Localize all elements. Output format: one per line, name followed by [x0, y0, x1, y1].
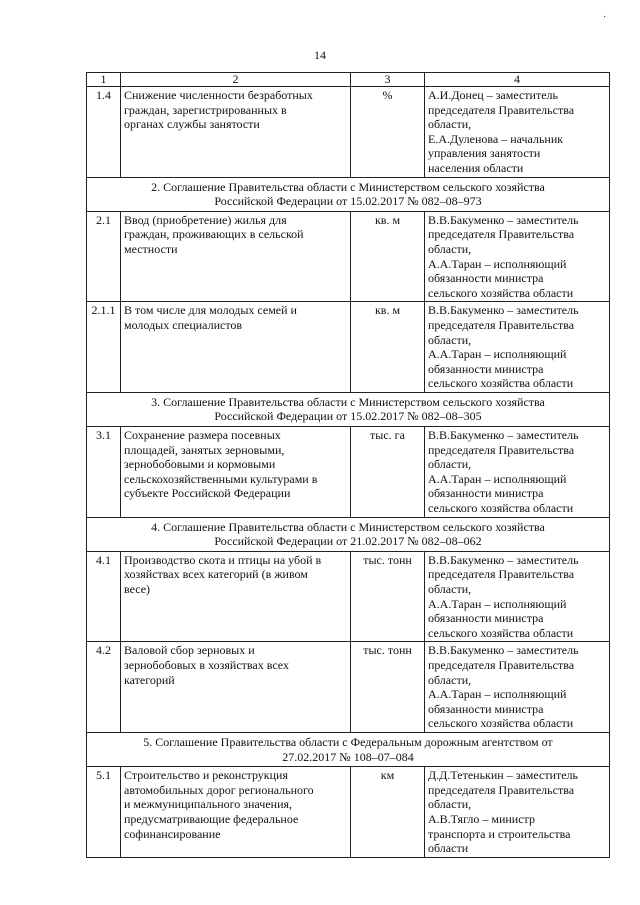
row-number: 4.2	[87, 642, 121, 733]
table-row	[87, 551, 610, 642]
indicator-name: Ввод (приобретение) жилья для граждан, проживающих в сельской местности	[121, 211, 351, 302]
unit-cell: %	[351, 87, 425, 178]
unit-cell: тыс. тонн	[351, 642, 425, 733]
table-row	[87, 427, 610, 518]
responsible-cell: В.В.Бакуменко – заместитель председателя Правительства области, А.А.Таран – исполняющий обязанности министра сельского хозяйства области	[425, 427, 610, 518]
table-row	[87, 211, 610, 302]
header-cell: 4	[425, 73, 610, 87]
section-heading: 4. Соглашение Правительства области с Министерством сельского хозяйства Российской Федерации от 21.02.2017 № 082–08–062	[87, 517, 610, 551]
row-number: 3.1	[87, 427, 121, 518]
indicator-name: Производство скота и птицы на убой в хозяйствах всех категорий (в живом весе)	[121, 551, 351, 642]
section-row	[87, 392, 610, 426]
page-number: 14	[314, 48, 326, 62]
responsible-cell: В.В.Бакуменко – заместитель председателя Правительства области, А.А.Таран – исполняющий обязанности министра сельского хозяйства области	[425, 551, 610, 642]
unit-cell: кв. м	[351, 211, 425, 302]
indicator-name: Строительство и реконструкция автомобильных дорог регионального и межмуниципального значения, предусматривающие федеральное софинансирование	[121, 767, 351, 858]
section-row	[87, 517, 610, 551]
header-cell: 3	[351, 73, 425, 87]
indicator-name: В том числе для молодых семей и молодых специалистов	[121, 302, 351, 393]
header-cell: 2	[121, 73, 351, 87]
section-heading: 5. Соглашение Правительства области с Федеральным дорожным агентством от 27.02.2017 № 108–07–084	[87, 732, 610, 766]
section-heading: 3. Соглашение Правительства области с Министерством сельского хозяйства Российской Федерации от 15.02.2017 № 082–08–305	[87, 392, 610, 426]
responsible-cell: В.В.Бакуменко – заместитель председателя Правительства области, А.А.Таран – исполняющий обязанности министра сельского хозяйства области	[425, 211, 610, 302]
unit-cell: кв. м	[351, 302, 425, 393]
table-header-row	[87, 73, 610, 87]
responsible-cell: А.И.Донец – заместитель председателя Правительства области, Е.А.Дуленова – начальник управления занятости населения области	[425, 87, 610, 178]
table-row	[87, 642, 610, 733]
section-row	[87, 177, 610, 211]
row-number: 2.1	[87, 211, 121, 302]
table-row	[87, 302, 610, 393]
row-number: 2.1.1	[87, 302, 121, 393]
table-row	[87, 767, 610, 858]
unit-cell: км	[351, 767, 425, 858]
responsible-cell: В.В.Бакуменко – заместитель председателя Правительства области, А.А.Таран – исполняющий обязанности министра сельского хозяйства области	[425, 302, 610, 393]
header-cell: 1	[87, 73, 121, 87]
unit-cell: тыс. га	[351, 427, 425, 518]
indicator-name: Валовой сбор зерновых и зернобобовых в хозяйствах всех категорий	[121, 642, 351, 733]
row-number: 1.4	[87, 87, 121, 178]
responsible-cell: В.В.Бакуменко – заместитель председателя Правительства области, А.А.Таран – исполняющий обязанности министра сельского хозяйства области	[425, 642, 610, 733]
unit-cell: тыс. тонн	[351, 551, 425, 642]
indicator-name: Снижение численности безработных граждан, зарегистрированных в органах службы занятости	[121, 87, 351, 178]
scan-speck: ·	[603, 12, 607, 23]
table-row	[87, 87, 610, 178]
responsible-cell: Д.Д.Тетенькин – заместитель председателя Правительства области, А.В.Тягло – министр транспорта и строительства области	[425, 767, 610, 858]
row-number: 5.1	[87, 767, 121, 858]
row-number: 4.1	[87, 551, 121, 642]
indicators-table	[86, 72, 610, 858]
indicator-name: Сохранение размера посевных площадей, занятых зерновыми, зернобобовыми и кормовыми сельскохозяйственными культурами в субъекте Российской Федерации	[121, 427, 351, 518]
section-row	[87, 732, 610, 766]
section-heading: 2. Соглашение Правительства области с Министерством сельского хозяйства Российской Федерации от 15.02.2017 № 082–08–973	[87, 177, 610, 211]
